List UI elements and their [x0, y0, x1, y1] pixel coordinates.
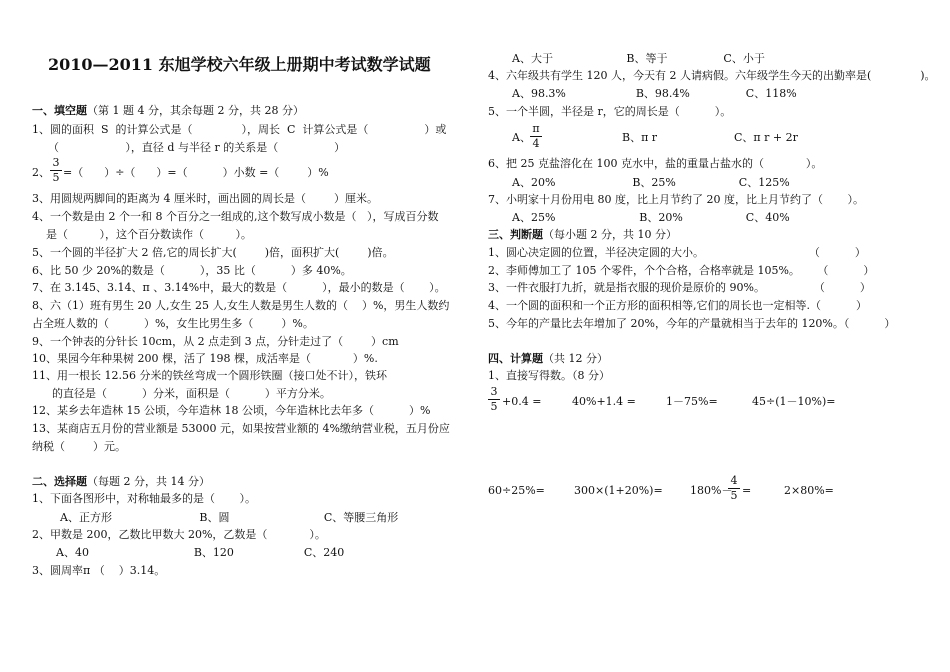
answer-options: B、π r C、π r + 2r: [622, 131, 798, 144]
section-heading-choice: [32, 475, 210, 489]
fraction-denominator: 5: [490, 400, 498, 413]
calc-equals: =: [742, 484, 752, 497]
question-line: 1、圆心决定圆的位置，半径决定圆的大小。 （ ）: [488, 246, 866, 259]
question-line: 5、今年的产量比去年增加了 20%，今年的产量就相当于去年的 120%。（ ）: [488, 317, 896, 330]
answer-options: A、98.3% B、98.4% C、118%: [512, 87, 797, 100]
calc-item: 40%+1.4 =: [572, 395, 636, 408]
page-title: 2010—2011 东旭学校六年级上册期中考试数学试题: [48, 55, 431, 74]
calc-item: 1－75%=: [666, 395, 718, 408]
question-line: 6、比 50 少 20%的数是（ ），35 比（ ）多 40%。: [32, 264, 352, 277]
question-line: 7、小明家十月份用电 80 度，比上月节约了 20 度，比上月节约了（ ）。: [488, 193, 864, 206]
section-title: 一、填空题: [32, 104, 87, 117]
question-line: 13、某商店五月份的营业额是 53000 元，如果按营业额的 4%缴纳营业税，五月份应: [32, 422, 450, 435]
section-title: 三、判断题: [488, 228, 543, 241]
fraction: [728, 475, 740, 502]
section-note: （每小题 2 分，共 10 分）: [543, 228, 677, 241]
question-line: 6、把 25 克盐溶化在 100 克水中，盐的重量占盐水的（ ）。: [488, 157, 823, 170]
question-line: 4、六年级共有学生 120 人，今天有 2 人请病假。六年级学生今天的出勤率是( )。: [488, 69, 936, 82]
section-heading-calc: [488, 352, 608, 366]
question-line: 8、六（1）班有男生 20 人,女生 25 人,女生人数是男生人数的（ ）%，男生人数约: [32, 299, 450, 312]
question-line: 占全班人数的（ ）%，女生比男生多（ ）%。: [32, 317, 314, 330]
question-line: 5、一个半圆，半径是 r，它的周长是（ ）。: [488, 105, 732, 118]
question-line: =（ ）÷（ ）=（ ）小数 =（ ）%: [63, 166, 329, 179]
question-number: 2、: [32, 166, 50, 179]
question-line: 4、一个数是由 2 个一和 8 个百分之一组成的,这个数写成小数是（ ），写成百分数: [32, 210, 439, 223]
fraction-numerator: 4: [730, 474, 738, 487]
calc-item: 180%－: [690, 484, 733, 497]
question-line: 是（ ），这个百分数读作（ ）。: [46, 228, 252, 241]
question-line: 2、李师傅加工了 105 个零件，个个合格，合格率就是 105%。 （ ）: [488, 264, 875, 277]
answer-option-label: A、: [512, 131, 531, 144]
question-line: 5、一个圆的半径扩大 2 倍,它的周长扩大( )倍，面积扩大( )倍。: [32, 246, 394, 259]
fraction: [488, 386, 500, 413]
question-line: 3、一件衣服打九折，就是指衣服的现价是原价的 90%。 （ ）: [488, 281, 871, 294]
calc-item: 45÷(1－10%)=: [752, 395, 836, 408]
section-title: 二、选择题: [32, 475, 87, 488]
answer-options: A、40 B、120 C、240: [56, 546, 345, 559]
section-note: （第 1 题 4 分，其余每题 2 分，共 28 分）: [87, 104, 304, 117]
section-heading-fill-in: [32, 104, 304, 118]
answer-options: A、正方形 B、圆 C、等腰三角形: [60, 511, 399, 524]
fraction-numerator: 3: [490, 385, 498, 398]
answer-options: A、大于 B、等于 C、小于: [512, 52, 765, 65]
answer-options: A、25% B、20% C、40%: [512, 211, 790, 224]
question-line: 12、某乡去年造林 15 公顷，今年造林 18 公顷，今年造林比去年多（ ）%: [32, 404, 431, 417]
question-line: 11、用一根长 12.56 分米的铁丝弯成一个圆形铁圈（接口处不计），铁环: [32, 369, 387, 382]
question-line: 1、直接写得数。（8 分）: [488, 369, 610, 382]
question-line: 纳税（ ）元。: [32, 440, 126, 453]
fraction-denominator: 5: [730, 489, 738, 502]
fraction-numerator: 3: [52, 156, 60, 169]
fraction-denominator: 5: [52, 171, 60, 184]
calc-item: 60÷25%=: [488, 484, 545, 497]
question-line: 10、果园今年种果树 200 棵，活了 198 棵，成活率是（ ）%.: [32, 352, 378, 365]
fraction-denominator: 4: [532, 137, 540, 150]
answer-options: A、20% B、25% C、125%: [512, 176, 790, 189]
calc-item: 2×80%=: [784, 484, 834, 497]
fraction-numerator: π: [532, 122, 540, 135]
fraction: [50, 157, 62, 184]
section-note: （每题 2 分，共 14 分）: [87, 475, 210, 488]
section-heading-judge: [488, 228, 677, 242]
question-line: 的直径是（ ）分米，面积是（ ）平方分米。: [52, 387, 331, 400]
question-line: 2、甲数是 200，乙数比甲数大 20%，乙数是（ ）。: [32, 528, 326, 541]
question-line: 7、在 3.145、3.14、π 、3.14%中，最大的数是（ ），最小的数是（ ）。: [32, 281, 446, 294]
question-line: 1、圆的面积 S 的计算公式是（ ），周长 C 计算公式是（ ）或: [32, 123, 447, 136]
section-title: 四、计算题: [488, 352, 543, 365]
question-line: （ ），直径 d 与半径 r 的关系是（ ）: [48, 141, 346, 154]
fraction: [530, 123, 542, 150]
question-line: 3、用圆规两脚间的距离为 4 厘米时，画出圆的周长是（ ）厘米。: [32, 192, 378, 205]
section-note: （共 12 分）: [543, 352, 608, 365]
calc-item: 300×(1+20%)=: [574, 484, 663, 497]
question-line: 3、圆周率π （ ）3.14。: [32, 564, 166, 577]
question-line: 1、下面各图形中，对称轴最多的是（ ）。: [32, 492, 256, 505]
calc-item: +0.4 =: [502, 395, 542, 408]
question-line: 9、一个钟表的分针长 10cm，从 2 点走到 3 点，分针走过了（ ）cm: [32, 335, 399, 348]
question-line: 4、一个圆的面积和一个正方形的面积相等,它们的周长也一定相等.（ ）: [488, 299, 867, 312]
